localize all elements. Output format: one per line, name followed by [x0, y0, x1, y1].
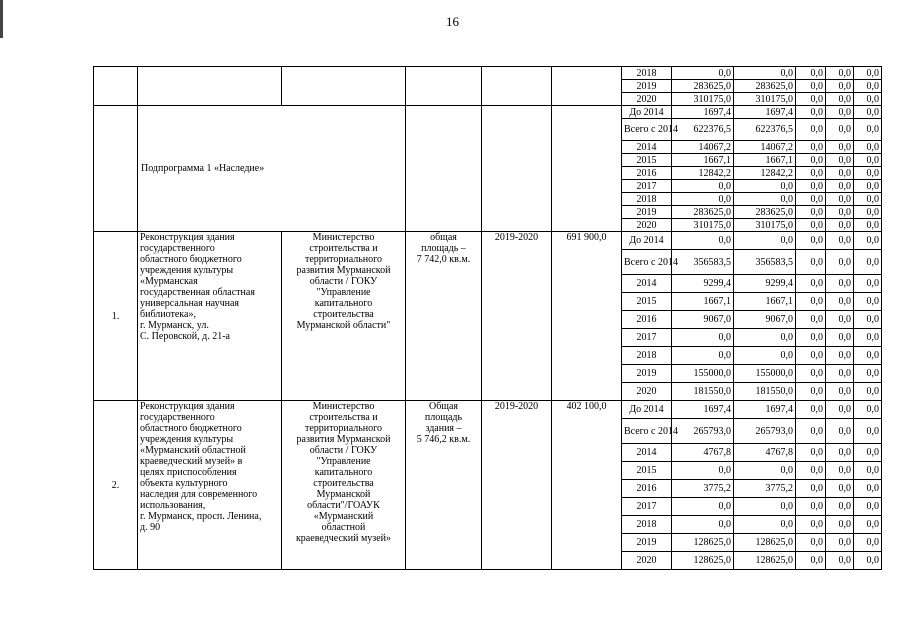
year-cell: 2018 [622, 516, 672, 534]
regional-budget-cell: 0,0 [734, 516, 796, 534]
local-budget-cell: 0,0 [826, 444, 854, 462]
year-cell: 2015 [622, 154, 672, 167]
local-budget-cell: 0,0 [826, 516, 854, 534]
year-cell: 2017 [622, 329, 672, 347]
regional-budget-cell: 310175,0 [734, 93, 796, 106]
local-budget-cell: 0,0 [826, 498, 854, 516]
other-sources-cell: 0,0 [854, 498, 882, 516]
other-sources-cell: 0,0 [854, 383, 882, 401]
local-budget-cell: 0,0 [826, 462, 854, 480]
federal-budget-cell: 0,0 [796, 516, 826, 534]
local-budget-cell: 0,0 [826, 383, 854, 401]
other-sources-cell: 0,0 [854, 365, 882, 383]
other-sources-cell: 0,0 [854, 232, 882, 250]
federal-budget-cell: 0,0 [796, 365, 826, 383]
regional-budget-cell: 265793,0 [734, 419, 796, 444]
regional-budget-cell: 12842,2 [734, 167, 796, 180]
total-cell: 9067,0 [672, 311, 734, 329]
total-cell: 0,0 [672, 462, 734, 480]
table-row [94, 401, 882, 419]
empty-cell [282, 67, 406, 106]
year-cell: 2016 [622, 311, 672, 329]
local-budget-cell: 0,0 [826, 232, 854, 250]
other-sources-cell: 0,0 [854, 67, 882, 80]
federal-budget-cell: 0,0 [796, 141, 826, 154]
total-cell: 0,0 [672, 67, 734, 80]
local-budget-cell: 0,0 [826, 206, 854, 219]
project-name: Реконструкция здания государственного областного бюджетного учреждения культуры «Мурманская государственная областная универсальная научная библиотека», г. Мурманск, ул. С. Перовской, д. 21-а [138, 232, 282, 401]
local-budget-cell: 0,0 [826, 534, 854, 552]
total-cell: 9299,4 [672, 275, 734, 293]
empty-cell [138, 67, 282, 106]
local-budget-cell: 0,0 [826, 80, 854, 93]
year-cell: 2016 [622, 167, 672, 180]
total-cell: 0,0 [672, 516, 734, 534]
federal-budget-cell: 0,0 [796, 293, 826, 311]
local-budget-cell: 0,0 [826, 347, 854, 365]
project-executor: Министерство строительства и территориального развития Мурманской области / ГОКУ "Управление капитального строительства Мурманской области"/ГОАУК «Мурманский областной краеведческий музей» [282, 401, 406, 570]
table-row [94, 232, 882, 250]
local-budget-cell: 0,0 [826, 480, 854, 498]
total-cell: 622376,5 [672, 119, 734, 141]
total-cell: 181550,0 [672, 383, 734, 401]
year-cell: 2020 [622, 219, 672, 232]
year-cell: Всего с 2014 [622, 119, 672, 141]
federal-budget-cell: 0,0 [796, 347, 826, 365]
other-sources-cell: 0,0 [854, 119, 882, 141]
total-cell: 1667,1 [672, 154, 734, 167]
other-sources-cell: 0,0 [854, 141, 882, 154]
federal-budget-cell: 0,0 [796, 193, 826, 206]
federal-budget-cell: 0,0 [796, 219, 826, 232]
regional-budget-cell: 9067,0 [734, 311, 796, 329]
empty-cell [94, 67, 138, 106]
year-cell: 2020 [622, 383, 672, 401]
year-cell: 2015 [622, 293, 672, 311]
year-cell: До 2014 [622, 106, 672, 119]
other-sources-cell: 0,0 [854, 80, 882, 93]
other-sources-cell: 0,0 [854, 419, 882, 444]
total-cell: 0,0 [672, 193, 734, 206]
local-budget-cell: 0,0 [826, 552, 854, 570]
local-budget-cell: 0,0 [826, 67, 854, 80]
federal-budget-cell: 0,0 [796, 383, 826, 401]
regional-budget-cell: 0,0 [734, 329, 796, 347]
federal-budget-cell: 0,0 [796, 250, 826, 275]
regional-budget-cell: 283625,0 [734, 80, 796, 93]
federal-budget-cell: 0,0 [796, 462, 826, 480]
other-sources-cell: 0,0 [854, 516, 882, 534]
federal-budget-cell: 0,0 [796, 401, 826, 419]
year-cell: Всего с 2014 [622, 250, 672, 275]
other-sources-cell: 0,0 [854, 193, 882, 206]
project-capacity: общая площадь – 7 742,0 кв.м. [406, 232, 482, 401]
year-cell: 2020 [622, 552, 672, 570]
local-budget-cell: 0,0 [826, 106, 854, 119]
other-sources-cell: 0,0 [854, 401, 882, 419]
total-cell: 12842,2 [672, 167, 734, 180]
year-cell: 2019 [622, 80, 672, 93]
empty-cell [406, 67, 482, 106]
regional-budget-cell: 0,0 [734, 462, 796, 480]
total-cell: 4767,8 [672, 444, 734, 462]
total-cell: 283625,0 [672, 206, 734, 219]
total-cell: 14067,2 [672, 141, 734, 154]
total-cell: 155000,0 [672, 365, 734, 383]
local-budget-cell: 0,0 [826, 275, 854, 293]
regional-budget-cell: 3775,2 [734, 480, 796, 498]
total-cell: 128625,0 [672, 552, 734, 570]
regional-budget-cell: 356583,5 [734, 250, 796, 275]
investment-table [93, 66, 882, 570]
federal-budget-cell: 0,0 [796, 206, 826, 219]
local-budget-cell: 0,0 [826, 329, 854, 347]
other-sources-cell: 0,0 [854, 480, 882, 498]
federal-budget-cell: 0,0 [796, 67, 826, 80]
regional-budget-cell: 1667,1 [734, 154, 796, 167]
total-cell: 0,0 [672, 180, 734, 193]
federal-budget-cell: 0,0 [796, 275, 826, 293]
regional-budget-cell: 0,0 [734, 232, 796, 250]
project-cost: 402 100,0 [552, 401, 622, 570]
local-budget-cell: 0,0 [826, 193, 854, 206]
local-budget-cell: 0,0 [826, 167, 854, 180]
local-budget-cell: 0,0 [826, 219, 854, 232]
empty-cell [406, 106, 482, 232]
regional-budget-cell: 1697,4 [734, 106, 796, 119]
federal-budget-cell: 0,0 [796, 498, 826, 516]
project-period: 2019-2020 [482, 401, 552, 570]
total-cell: 0,0 [672, 498, 734, 516]
regional-budget-cell: 128625,0 [734, 552, 796, 570]
subprogram-title: Подпрограмма 1 «Наследие» [138, 106, 406, 232]
federal-budget-cell: 0,0 [796, 154, 826, 167]
federal-budget-cell: 0,0 [796, 119, 826, 141]
federal-budget-cell: 0,0 [796, 180, 826, 193]
regional-budget-cell: 0,0 [734, 180, 796, 193]
total-cell: 3775,2 [672, 480, 734, 498]
table-body [94, 67, 882, 570]
other-sources-cell: 0,0 [854, 347, 882, 365]
regional-budget-cell: 0,0 [734, 67, 796, 80]
year-cell: 2016 [622, 480, 672, 498]
regional-budget-cell: 0,0 [734, 193, 796, 206]
empty-cell [94, 106, 138, 232]
year-cell: 2014 [622, 141, 672, 154]
local-budget-cell: 0,0 [826, 365, 854, 383]
local-budget-cell: 0,0 [826, 93, 854, 106]
other-sources-cell: 0,0 [854, 250, 882, 275]
local-budget-cell: 0,0 [826, 250, 854, 275]
federal-budget-cell: 0,0 [796, 552, 826, 570]
other-sources-cell: 0,0 [854, 552, 882, 570]
year-cell: 2018 [622, 67, 672, 80]
local-budget-cell: 0,0 [826, 119, 854, 141]
regional-budget-cell: 310175,0 [734, 219, 796, 232]
project-index: 1. [94, 232, 138, 401]
federal-budget-cell: 0,0 [796, 419, 826, 444]
regional-budget-cell: 155000,0 [734, 365, 796, 383]
other-sources-cell: 0,0 [854, 293, 882, 311]
other-sources-cell: 0,0 [854, 444, 882, 462]
other-sources-cell: 0,0 [854, 462, 882, 480]
federal-budget-cell: 0,0 [796, 480, 826, 498]
local-budget-cell: 0,0 [826, 293, 854, 311]
total-cell: 0,0 [672, 329, 734, 347]
total-cell: 310175,0 [672, 219, 734, 232]
total-cell: 310175,0 [672, 93, 734, 106]
empty-cell [552, 106, 622, 232]
other-sources-cell: 0,0 [854, 534, 882, 552]
local-budget-cell: 0,0 [826, 141, 854, 154]
table-row [94, 106, 882, 119]
year-cell: До 2014 [622, 401, 672, 419]
year-cell: До 2014 [622, 232, 672, 250]
total-cell: 1697,4 [672, 401, 734, 419]
other-sources-cell: 0,0 [854, 329, 882, 347]
regional-budget-cell: 128625,0 [734, 534, 796, 552]
federal-budget-cell: 0,0 [796, 93, 826, 106]
federal-budget-cell: 0,0 [796, 444, 826, 462]
local-budget-cell: 0,0 [826, 180, 854, 193]
empty-cell [482, 67, 552, 106]
other-sources-cell: 0,0 [854, 275, 882, 293]
other-sources-cell: 0,0 [854, 93, 882, 106]
total-cell: 0,0 [672, 232, 734, 250]
year-cell: 2019 [622, 206, 672, 219]
regional-budget-cell: 0,0 [734, 347, 796, 365]
year-cell: 2014 [622, 444, 672, 462]
other-sources-cell: 0,0 [854, 311, 882, 329]
other-sources-cell: 0,0 [854, 180, 882, 193]
federal-budget-cell: 0,0 [796, 534, 826, 552]
regional-budget-cell: 4767,8 [734, 444, 796, 462]
year-cell: 2017 [622, 498, 672, 516]
page-number: 16 [446, 14, 459, 29]
other-sources-cell: 0,0 [854, 206, 882, 219]
table-row [94, 67, 882, 80]
other-sources-cell: 0,0 [854, 154, 882, 167]
total-cell: 265793,0 [672, 419, 734, 444]
federal-budget-cell: 0,0 [796, 311, 826, 329]
year-cell: Всего с 2014 [622, 419, 672, 444]
total-cell: 283625,0 [672, 80, 734, 93]
total-cell: 0,0 [672, 347, 734, 365]
total-cell: 356583,5 [672, 250, 734, 275]
regional-budget-cell: 14067,2 [734, 141, 796, 154]
year-cell: 2019 [622, 534, 672, 552]
project-index: 2. [94, 401, 138, 570]
project-cost: 691 900,0 [552, 232, 622, 401]
federal-budget-cell: 0,0 [796, 329, 826, 347]
year-cell: 2018 [622, 193, 672, 206]
empty-cell [552, 67, 622, 106]
project-executor: Министерство строительства и территориального развития Мурманской области / ГОКУ "Управление капитального строительства Мурманской области" [282, 232, 406, 401]
local-budget-cell: 0,0 [826, 154, 854, 167]
year-cell: 2020 [622, 93, 672, 106]
regional-budget-cell: 283625,0 [734, 206, 796, 219]
regional-budget-cell: 9299,4 [734, 275, 796, 293]
year-cell: 2017 [622, 180, 672, 193]
other-sources-cell: 0,0 [854, 219, 882, 232]
other-sources-cell: 0,0 [854, 167, 882, 180]
year-cell: 2014 [622, 275, 672, 293]
year-cell: 2015 [622, 462, 672, 480]
federal-budget-cell: 0,0 [796, 232, 826, 250]
regional-budget-cell: 0,0 [734, 498, 796, 516]
regional-budget-cell: 181550,0 [734, 383, 796, 401]
federal-budget-cell: 0,0 [796, 80, 826, 93]
local-budget-cell: 0,0 [826, 419, 854, 444]
project-capacity: Общая площадь здания – 5 746,2 кв.м. [406, 401, 482, 570]
federal-budget-cell: 0,0 [796, 167, 826, 180]
total-cell: 1667,1 [672, 293, 734, 311]
other-sources-cell: 0,0 [854, 106, 882, 119]
regional-budget-cell: 1697,4 [734, 401, 796, 419]
project-period: 2019-2020 [482, 232, 552, 401]
total-cell: 128625,0 [672, 534, 734, 552]
local-budget-cell: 0,0 [826, 401, 854, 419]
total-cell: 1697,4 [672, 106, 734, 119]
regional-budget-cell: 622376,5 [734, 119, 796, 141]
year-cell: 2019 [622, 365, 672, 383]
regional-budget-cell: 1667,1 [734, 293, 796, 311]
federal-budget-cell: 0,0 [796, 106, 826, 119]
project-name: Реконструкция здания государственного областного бюджетного учреждения культуры «Мурманский областной краеведческий музей» в целях приспособления объекта культурного наследия для современного использования, г. Мурманск, просп. Ленина, д. 90 [138, 401, 282, 570]
year-cell: 2018 [622, 347, 672, 365]
local-budget-cell: 0,0 [826, 311, 854, 329]
empty-cell [482, 106, 552, 232]
